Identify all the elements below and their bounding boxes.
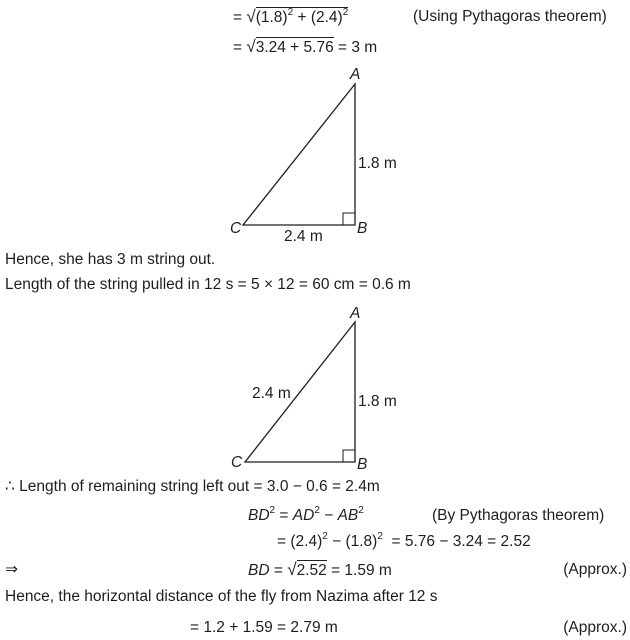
exponent: 2: [314, 505, 320, 516]
side-ab-label: 1.8 m: [358, 393, 397, 410]
term: (1.8): [255, 9, 288, 26]
text-line-5: ∴ Length of remaining string left out = 3.0 − 0.6 = 2.4m: [5, 478, 380, 495]
exponent: 2: [287, 7, 294, 18]
result: = 1.59 m: [326, 562, 392, 579]
term: AD: [292, 507, 315, 524]
vertex-b-label: B: [357, 456, 368, 473]
right-angle-mark: [343, 213, 355, 225]
text-line-4: Length of the string pulled in 12 s = 5 × 12 = 60 cm = 0.6 m: [5, 276, 411, 293]
result: = 5.76 − 3.24 = 2.52: [382, 533, 531, 550]
exponent: 2: [377, 531, 383, 542]
equals: =: [233, 39, 247, 56]
radicand: 2.52: [296, 562, 327, 579]
term: BD: [248, 507, 270, 524]
side-ac-label: 2.4 m: [252, 385, 291, 402]
triangle-figure-2: [231, 305, 397, 473]
note-pythagoras-2: (By Pythagoras theorem): [432, 507, 605, 524]
exponent: 2: [358, 505, 364, 516]
exponent: 2: [342, 7, 349, 18]
equation-line-10: = 1.2 + 1.59 = 2.79 m: [190, 619, 338, 636]
sqrt-symbol: √: [246, 7, 256, 26]
equation-line-8: [248, 561, 392, 580]
term: = (2.4): [277, 533, 323, 550]
equation-line-7: [277, 533, 531, 551]
exponent: 2: [322, 531, 328, 542]
plus: +: [293, 9, 311, 26]
vertex-a-label: A: [350, 305, 361, 322]
equals: =: [269, 562, 288, 579]
vertex-b-label: B: [357, 220, 368, 237]
equals: =: [275, 507, 293, 524]
result: = 3 m: [333, 39, 378, 56]
equals: =: [233, 9, 247, 26]
radicand: 3.24 + 5.76: [255, 39, 334, 56]
vertex-a-label: A: [350, 66, 361, 83]
note-pythagoras: (Using Pythagoras theorem): [413, 8, 607, 25]
side-ab-label: 1.8 m: [358, 155, 397, 172]
triangle-1: [243, 84, 355, 225]
term: − (1.8): [327, 533, 378, 550]
term: (2.4): [310, 9, 343, 26]
vertex-c-label: C: [230, 220, 242, 237]
right-angle-mark: [343, 450, 355, 462]
term: BD: [248, 562, 270, 579]
note-approx: (Approx.): [563, 561, 627, 578]
note-approx-2: (Approx.): [563, 619, 627, 636]
sqrt-symbol: √: [287, 560, 297, 579]
implies-symbol: ⇒: [5, 561, 18, 578]
term: AB: [337, 507, 359, 524]
sqrt-symbol: √: [246, 37, 256, 56]
triangle-figure-1: [230, 66, 397, 245]
vertex-c-label: C: [231, 454, 243, 471]
equation-line-6: [248, 507, 364, 525]
side-bc-label: 2.4 m: [284, 228, 323, 245]
minus: −: [319, 507, 338, 524]
text-line-9: Hence, the horizontal distance of the fly from Nazima after 12 s: [5, 588, 438, 605]
text-line-3: Hence, she has 3 m string out.: [5, 251, 216, 268]
exponent: 2: [269, 505, 276, 516]
